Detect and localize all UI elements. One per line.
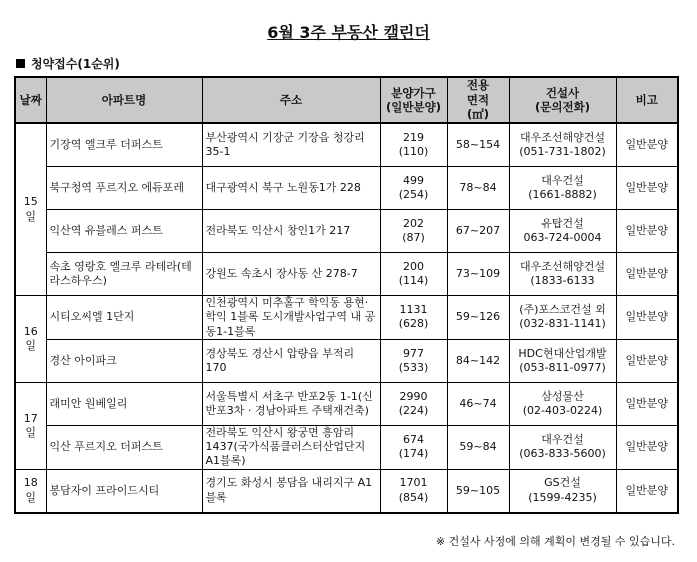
header-units-line2: (일반분양) — [386, 100, 441, 114]
area-cell: 46~74 — [447, 382, 509, 425]
builder-phone: (063-833-5600) — [519, 447, 606, 461]
page-title: 6월 3주 부동산 캘린더 — [267, 23, 430, 42]
table-row — [15, 469, 678, 513]
header-area-line1: 전용 — [466, 78, 490, 93]
table-row — [15, 425, 678, 469]
builder-name: 삼성물산 — [541, 389, 584, 403]
table-row — [15, 253, 678, 296]
units-cell — [380, 167, 447, 210]
header-builder-line1: 건설사 — [545, 85, 580, 100]
builder-phone: (053-811-0977) — [519, 360, 606, 374]
builder-name: (주)포스코건설 외 — [519, 303, 606, 317]
date-cell: 17일 — [15, 382, 46, 469]
units-general: (854) — [398, 490, 429, 504]
address-cell: 인천광역시 미추홀구 학익동 용현·학익 1블록 도시개발사업구역 내 공동1-1블록 — [202, 296, 380, 340]
builder-phone: 063-724-0004 — [523, 231, 602, 244]
units-total: 1701 — [399, 476, 428, 490]
area-cell: 58~154 — [447, 123, 509, 167]
units-general: (110) — [398, 145, 429, 158]
area-cell: 73~109 — [447, 253, 509, 296]
units-cell — [380, 339, 447, 382]
table-row — [15, 123, 678, 167]
address-cell: 경기도 화성시 봉담읍 내리지구 A1블록 — [202, 469, 380, 513]
section-heading-label: 청약접수(1순위) — [31, 57, 120, 71]
address-cell: 전라북도 익산시 왕궁면 흥암리 1437(국가식품클러스터산업단지 A1블록) — [202, 425, 380, 469]
apt-cell: 속초 영랑호 엘크루 라테라(테라스하우스) — [46, 253, 202, 296]
units-cell — [380, 253, 447, 296]
builder-phone: (1661-8882) — [528, 188, 597, 201]
address-cell: 전라북도 익산시 창인1가 217 — [202, 210, 380, 253]
section-heading — [16, 55, 120, 72]
builder-cell — [509, 253, 616, 296]
address-cell: 부산광역시 기장군 기장읍 청강리 35-1 — [202, 123, 380, 167]
units-general: (224) — [398, 403, 429, 417]
note-cell: 일반분양 — [616, 296, 678, 340]
date-cell: 16일 — [15, 296, 46, 383]
units-total: 200 — [403, 259, 424, 273]
apt-cell: 북구청역 푸르지오 에듀포레 — [46, 167, 202, 210]
header-apt: 아파트명 — [46, 77, 202, 123]
builder-cell — [509, 339, 616, 382]
builder-cell — [509, 469, 616, 513]
address-cell: 대구광역시 북구 노원동1가 228 — [202, 167, 380, 210]
note-cell: 일반분양 — [616, 425, 678, 469]
table-row — [15, 296, 678, 340]
note-cell: 일반분양 — [616, 167, 678, 210]
builder-phone: (1599-4235) — [528, 490, 597, 504]
builder-cell — [509, 123, 616, 167]
units-total: 977 — [403, 346, 424, 360]
area-cell: 59~84 — [447, 425, 509, 469]
note-cell: 일반분양 — [616, 382, 678, 425]
apt-cell: 경산 아이파크 — [46, 339, 202, 382]
units-general: (533) — [398, 360, 429, 374]
apt-cell: 봉담자이 프라이드시티 — [46, 469, 202, 513]
table-row — [15, 167, 678, 210]
header-area-line3: (㎡) — [466, 107, 489, 122]
area-cell: 59~126 — [447, 296, 509, 340]
apt-cell: 익산역 유블레스 퍼스트 — [46, 210, 202, 253]
note-cell: 일반분양 — [616, 253, 678, 296]
builder-phone: (032-831-1141) — [519, 317, 606, 331]
address-cell: 경상북도 경산시 압량읍 부적리 170 — [202, 339, 380, 382]
units-total: 219 — [403, 130, 424, 144]
builder-name: 대우조선해양건설 — [519, 130, 605, 144]
units-total: 499 — [403, 173, 424, 187]
builder-phone: (1833-6133 — [530, 274, 595, 287]
header-area — [447, 77, 509, 123]
builder-cell — [509, 296, 616, 340]
date-cell: 18일 — [15, 469, 46, 513]
units-cell — [380, 382, 447, 425]
header-units — [380, 77, 447, 123]
calendar-table — [14, 76, 679, 514]
units-cell — [380, 210, 447, 253]
units-total: 674 — [403, 433, 424, 447]
table-header-row — [15, 77, 678, 123]
header-note: 비고 — [616, 77, 678, 123]
note-cell: 일반분양 — [616, 339, 678, 382]
units-cell — [380, 425, 447, 469]
apt-cell: 기장역 엘크루 더퍼스트 — [46, 123, 202, 167]
builder-name: 대우조선해양건설 — [519, 259, 605, 273]
area-cell: 67~207 — [447, 210, 509, 253]
builder-name: HDC현대산업개발 — [518, 346, 607, 360]
units-general: (114) — [398, 274, 429, 287]
address-cell: 서울특별시 서초구 반포2동 1-1(신반포3차 · 경남아파트 주택재건축) — [202, 382, 380, 425]
square-bullet-icon — [16, 59, 25, 68]
apt-cell: 익산 푸르지오 더퍼스트 — [46, 425, 202, 469]
area-cell: 84~142 — [447, 339, 509, 382]
units-general: (254) — [398, 188, 429, 201]
footnote: ※ 건설사 사정에 의해 계획이 변경될 수 있습니다. — [435, 535, 675, 548]
area-cell: 78~84 — [447, 167, 509, 210]
units-general: (628) — [398, 317, 429, 331]
header-builder-line2: (문의전화) — [535, 100, 590, 114]
units-general: (87) — [402, 231, 425, 244]
builder-cell — [509, 210, 616, 253]
units-total: 1131 — [399, 303, 428, 317]
address-cell: 강원도 속초시 장사동 산 278-7 — [202, 253, 380, 296]
builder-cell — [509, 382, 616, 425]
note-cell: 일반분양 — [616, 123, 678, 167]
note-cell: 일반분양 — [616, 210, 678, 253]
builder-cell — [509, 167, 616, 210]
units-cell — [380, 296, 447, 340]
builder-name: GS건설 — [544, 476, 581, 490]
builder-name: 유탑건설 — [541, 216, 584, 230]
area-cell: 59~105 — [447, 469, 509, 513]
header-area-line2: 면적 — [466, 92, 490, 107]
table-row — [15, 210, 678, 253]
date-cell: 15일 — [15, 123, 46, 296]
apt-cell: 시티오씨엘 1단지 — [46, 296, 202, 340]
table-row — [15, 339, 678, 382]
builder-name: 대우건설 — [541, 173, 584, 187]
units-total: 2990 — [399, 389, 428, 403]
header-units-line1: 분양가구 — [391, 85, 436, 100]
units-cell — [380, 469, 447, 513]
units-cell — [380, 123, 447, 167]
header-builder — [509, 77, 616, 123]
builder-cell — [509, 425, 616, 469]
builder-phone: (02-403-0224) — [522, 403, 603, 417]
builder-phone: (051-731-1802) — [519, 145, 606, 158]
table-row — [15, 382, 678, 425]
units-total: 202 — [403, 216, 424, 230]
units-general: (174) — [398, 447, 429, 461]
header-address: 주소 — [202, 77, 380, 123]
builder-name: 대우건설 — [541, 433, 584, 447]
header-date: 날짜 — [15, 77, 46, 123]
apt-cell: 래미안 원베일리 — [46, 382, 202, 425]
note-cell: 일반분양 — [616, 469, 678, 513]
